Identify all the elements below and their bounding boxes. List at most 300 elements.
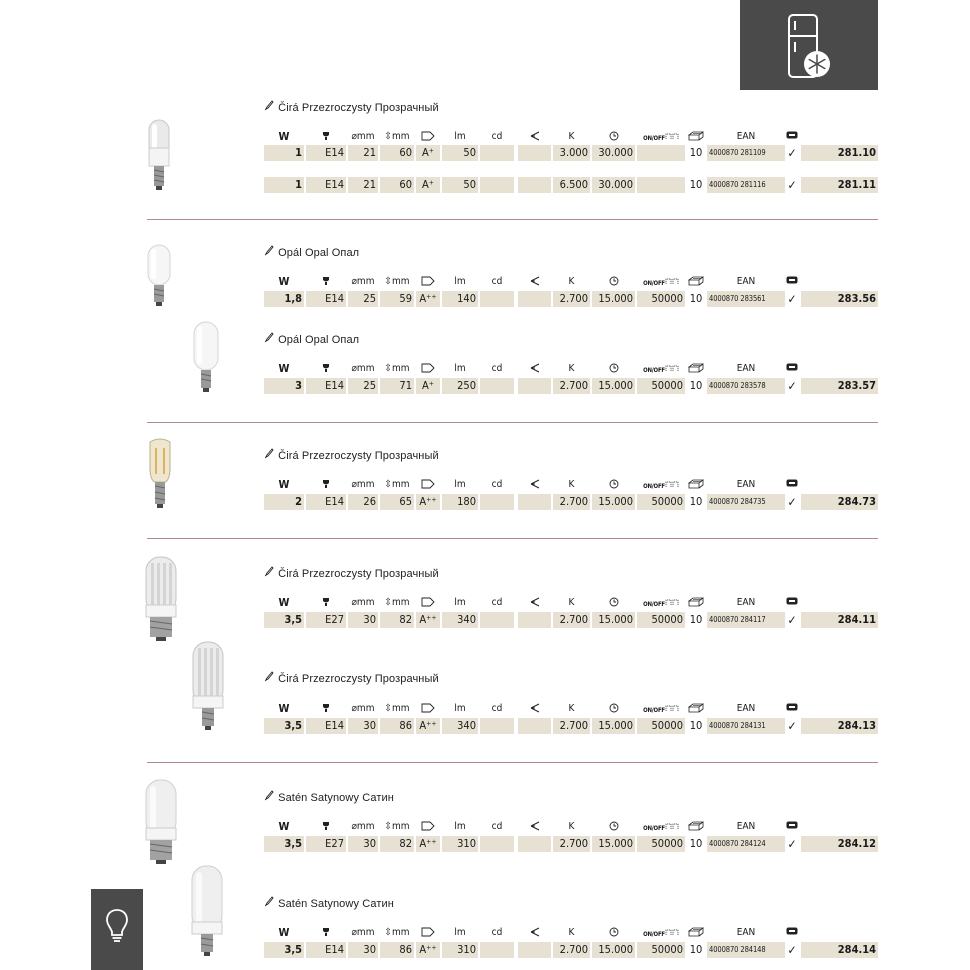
cell-w: 3,5: [264, 942, 304, 958]
section-title-text: Čirá Przezroczysty Прозрачный: [278, 673, 439, 685]
col-header-length: ⇳mm: [384, 363, 410, 374]
col-header-length: ⇳mm: [384, 479, 410, 490]
cell-energy: A⁺⁺: [416, 291, 440, 307]
col-header-candela: cd: [491, 479, 503, 490]
col-header-kelvin: K: [568, 927, 575, 938]
cell-lm: 310: [442, 942, 478, 958]
socket-icon: [306, 597, 346, 611]
cell-onoff: 50000: [637, 291, 685, 307]
cell-k: 2.700: [553, 942, 590, 958]
clock-icon: [592, 276, 635, 290]
cell-qty: 10: [689, 837, 703, 850]
col-header-length: ⇳mm: [384, 821, 410, 832]
col-header-kelvin: K: [568, 821, 575, 832]
table-row: [264, 612, 878, 628]
table-row: [264, 378, 878, 394]
cell-dia: 30: [348, 942, 378, 958]
cell-w: 3,5: [264, 612, 304, 628]
cell-w: 1: [264, 177, 304, 193]
col-header-ean: EAN: [736, 276, 756, 287]
energy-label-icon: [416, 363, 440, 377]
onoff-label: ON/OFF: [643, 367, 665, 374]
socket-icon: [306, 703, 346, 717]
cell-angle: [518, 494, 551, 510]
section-title-text: Satén Satynowy Сатин: [278, 792, 394, 804]
pen-icon: [264, 671, 274, 682]
col-header-diameter: ⌀mm: [351, 703, 375, 714]
cell-len: 65: [380, 494, 414, 510]
cell-angle: [518, 177, 551, 193]
fridge-icon: [785, 12, 833, 80]
socket-icon: [306, 131, 346, 145]
onoff-label: ON/OFF: [643, 280, 665, 287]
pen-icon: [264, 448, 274, 459]
col-header-kelvin: K: [568, 597, 575, 608]
socket-icon: [306, 821, 346, 835]
col-header-watt: W: [278, 702, 290, 715]
cell-dia: 21: [348, 145, 378, 161]
energy-label-icon: [416, 927, 440, 941]
dimmable-icon: [785, 597, 799, 609]
onoff-label: ON/OFF: [643, 135, 665, 142]
cell-code: 284.73: [801, 494, 878, 510]
col-header-candela: cd: [491, 363, 503, 374]
cell-len: 59: [380, 291, 414, 307]
cell-life: 15.000: [592, 291, 635, 307]
lamp-category-box: [91, 889, 143, 970]
bulb-filament-image: [145, 436, 175, 510]
col-header-ean: EAN: [736, 131, 756, 142]
dimmable-icon: [785, 927, 799, 939]
col-header-candela: cd: [491, 703, 503, 714]
cell-len: 60: [380, 177, 414, 193]
col-header-ean: EAN: [736, 927, 756, 938]
cell-code: 283.57: [801, 378, 878, 394]
cell-cd: [480, 177, 514, 193]
cell-dia: 25: [348, 378, 378, 394]
col-header-ean: EAN: [736, 363, 756, 374]
cell-energy: A⁺⁺: [416, 942, 440, 958]
col-header-watt: W: [278, 362, 290, 375]
table-row: [264, 836, 878, 852]
cell-base: E14: [306, 494, 346, 510]
cell-dia: 30: [348, 836, 378, 852]
section-title-text: Satén Satynowy Сатин: [278, 898, 394, 910]
cell-base: E14: [306, 177, 346, 193]
bulb-led-clear-e14-image: [190, 640, 226, 732]
col-header-candela: cd: [491, 597, 503, 608]
cell-base: E27: [306, 836, 346, 852]
cell-ean: 4000870 284131: [707, 718, 785, 734]
cell-w: 3,5: [264, 718, 304, 734]
cell-code: 284.14: [801, 942, 878, 958]
cell-w: 3,5: [264, 836, 304, 852]
switching-cycles-icon: [637, 363, 685, 377]
socket-icon: [306, 363, 346, 377]
cell-life: 15.000: [592, 378, 635, 394]
col-header-lumen: lm: [454, 276, 466, 287]
table-row: [264, 942, 878, 958]
cell-len: 86: [380, 942, 414, 958]
col-header-kelvin: K: [568, 131, 575, 142]
col-header-length: ⇳mm: [384, 131, 410, 142]
col-header-ean: EAN: [736, 821, 756, 832]
cell-ean: 4000870 284148: [707, 942, 785, 958]
clock-icon: [592, 597, 635, 611]
cell-check: ✓: [787, 178, 797, 192]
cell-angle: [518, 612, 551, 628]
col-header-lumen: lm: [454, 821, 466, 832]
cell-lm: 310: [442, 836, 478, 852]
package-icon: [687, 597, 705, 611]
table-header: [264, 131, 878, 143]
switching-cycles-icon: [637, 927, 685, 941]
bulb-outline-icon: [104, 907, 130, 947]
package-icon: [687, 131, 705, 145]
section-title: [264, 332, 359, 346]
cell-life: 15.000: [592, 612, 635, 628]
clock-icon: [592, 131, 635, 145]
col-header-lumen: lm: [454, 131, 466, 142]
col-header-candela: cd: [491, 927, 503, 938]
cell-lm: 250: [442, 378, 478, 394]
col-header-length: ⇳mm: [384, 597, 410, 608]
table-header: [264, 363, 878, 375]
energy-label-icon: [416, 821, 440, 835]
cell-cd: [480, 718, 514, 734]
section-title-text: Čirá Przezroczysty Прозрачный: [278, 568, 439, 580]
table-header: [264, 821, 878, 833]
cell-cd: [480, 378, 514, 394]
cell-onoff: [637, 177, 685, 193]
cell-angle: [518, 145, 551, 161]
beam-angle-icon: [518, 131, 551, 145]
col-header-ean: EAN: [736, 597, 756, 608]
cell-k: 2.700: [553, 612, 590, 628]
col-header-candela: cd: [491, 821, 503, 832]
cell-energy: A⁺⁺: [416, 494, 440, 510]
package-icon: [687, 276, 705, 290]
cell-cd: [480, 494, 514, 510]
col-header-ean: EAN: [736, 703, 756, 714]
col-header-ean: EAN: [736, 479, 756, 490]
cell-k: 2.700: [553, 718, 590, 734]
col-header-lumen: lm: [454, 703, 466, 714]
cell-check: ✓: [787, 292, 797, 306]
col-header-kelvin: K: [568, 479, 575, 490]
section-title-text: Čirá Przezroczysty Прозрачный: [278, 102, 439, 114]
cell-base: E14: [306, 378, 346, 394]
cell-cd: [480, 291, 514, 307]
cell-ean: 4000870 283578: [707, 378, 785, 394]
table-row: [264, 145, 878, 161]
col-header-length: ⇳mm: [384, 703, 410, 714]
cell-w: 1: [264, 145, 304, 161]
cell-base: E14: [306, 291, 346, 307]
cell-onoff: 50000: [637, 612, 685, 628]
cell-cd: [480, 145, 514, 161]
col-header-diameter: ⌀mm: [351, 479, 375, 490]
col-header-diameter: ⌀mm: [351, 821, 375, 832]
cell-cd: [480, 836, 514, 852]
cell-qty: 10: [689, 379, 703, 392]
bulb-opal-medium-image: [192, 320, 220, 394]
pen-icon: [264, 790, 274, 801]
cell-len: 86: [380, 718, 414, 734]
cell-qty: 10: [689, 146, 703, 159]
switching-cycles-icon: [637, 597, 685, 611]
col-header-diameter: ⌀mm: [351, 276, 375, 287]
cell-angle: [518, 291, 551, 307]
col-header-kelvin: K: [568, 276, 575, 287]
cell-dia: 30: [348, 718, 378, 734]
cell-code: 284.12: [801, 836, 878, 852]
section-title-text: Čirá Przezroczysty Прозрачный: [278, 450, 439, 462]
cell-w: 1,8: [264, 291, 304, 307]
section-title: [264, 100, 439, 114]
bulb-opal-small-image: [145, 243, 173, 307]
section-title: [264, 245, 359, 259]
cell-base: E14: [306, 718, 346, 734]
cell-ean: 4000870 281116: [707, 177, 785, 193]
cell-angle: [518, 942, 551, 958]
section-title: [264, 448, 439, 462]
col-header-kelvin: K: [568, 703, 575, 714]
energy-label-icon: [416, 276, 440, 290]
cell-qty: 10: [689, 613, 703, 626]
cell-code: 284.13: [801, 718, 878, 734]
beam-angle-icon: [518, 479, 551, 493]
cell-onoff: 50000: [637, 836, 685, 852]
clock-icon: [592, 703, 635, 717]
col-header-candela: cd: [491, 131, 503, 142]
pen-icon: [264, 332, 274, 343]
bulb-satin-e27-image: [143, 778, 179, 868]
table-header: [264, 479, 878, 491]
clock-icon: [592, 479, 635, 493]
cell-ean: 4000870 283561: [707, 291, 785, 307]
dimmable-icon: [785, 276, 799, 288]
socket-icon: [306, 479, 346, 493]
cell-dia: 30: [348, 612, 378, 628]
cell-w: 2: [264, 494, 304, 510]
cell-energy: A⁺⁺: [416, 836, 440, 852]
cell-qty: 10: [689, 178, 703, 191]
beam-angle-icon: [518, 597, 551, 611]
cell-len: 60: [380, 145, 414, 161]
cell-len: 82: [380, 836, 414, 852]
cell-w: 3: [264, 378, 304, 394]
energy-label-icon: [416, 479, 440, 493]
clock-icon: [592, 363, 635, 377]
switching-cycles-icon: [637, 479, 685, 493]
socket-icon: [306, 927, 346, 941]
dimmable-icon: [785, 821, 799, 833]
cell-onoff: 50000: [637, 718, 685, 734]
table-row: [264, 177, 878, 193]
onoff-label: ON/OFF: [643, 825, 665, 832]
cell-check: ✓: [787, 837, 797, 851]
cell-base: E14: [306, 145, 346, 161]
beam-angle-icon: [518, 703, 551, 717]
cell-len: 82: [380, 612, 414, 628]
onoff-label: ON/OFF: [643, 931, 665, 938]
bulb-clear-small-image: [146, 118, 172, 192]
cell-life: 30.000: [592, 177, 635, 193]
col-header-watt: W: [278, 130, 290, 143]
cell-dia: 21: [348, 177, 378, 193]
package-icon: [687, 927, 705, 941]
beam-angle-icon: [518, 276, 551, 290]
section-title-text: Opál Opal Опал: [278, 247, 360, 259]
fridge-category-box: [740, 0, 878, 90]
cell-code: 283.56: [801, 291, 878, 307]
cell-code: 281.11: [801, 177, 878, 193]
cell-energy: A⁺⁺: [416, 612, 440, 628]
energy-label-icon: [416, 131, 440, 145]
cell-ean: 4000870 284124: [707, 836, 785, 852]
col-header-watt: W: [278, 478, 290, 491]
cell-angle: [518, 378, 551, 394]
cell-code: 281.10: [801, 145, 878, 161]
section-divider: [147, 538, 878, 539]
cell-k: 2.700: [553, 378, 590, 394]
col-header-watt: W: [278, 275, 290, 288]
pen-icon: [264, 100, 274, 111]
cell-life: 15.000: [592, 942, 635, 958]
cell-life: 15.000: [592, 494, 635, 510]
onoff-label: ON/OFF: [643, 601, 665, 608]
energy-label-icon: [416, 597, 440, 611]
col-header-diameter: ⌀mm: [351, 927, 375, 938]
cell-len: 71: [380, 378, 414, 394]
cell-onoff: 50000: [637, 494, 685, 510]
cell-check: ✓: [787, 613, 797, 627]
cell-qty: 10: [689, 292, 703, 305]
cell-energy: A⁺: [416, 177, 440, 193]
col-header-lumen: lm: [454, 597, 466, 608]
table-header: [264, 927, 878, 939]
section-title: [264, 671, 439, 685]
dimmable-icon: [785, 363, 799, 375]
table-row: [264, 291, 878, 307]
section-divider: [147, 762, 878, 763]
energy-label-icon: [416, 703, 440, 717]
cell-k: 2.700: [553, 836, 590, 852]
cell-check: ✓: [787, 146, 797, 160]
col-header-lumen: lm: [454, 927, 466, 938]
cell-qty: 10: [689, 495, 703, 508]
cell-onoff: [637, 145, 685, 161]
col-header-diameter: ⌀mm: [351, 363, 375, 374]
cell-k: 2.700: [553, 291, 590, 307]
cell-ean: 4000870 281109: [707, 145, 785, 161]
cell-onoff: 50000: [637, 378, 685, 394]
cell-cd: [480, 942, 514, 958]
cell-check: ✓: [787, 719, 797, 733]
table-header: [264, 276, 878, 288]
col-header-diameter: ⌀mm: [351, 131, 375, 142]
switching-cycles-icon: [637, 703, 685, 717]
table-header: [264, 703, 878, 715]
dimmable-icon: [785, 703, 799, 715]
clock-icon: [592, 927, 635, 941]
cell-lm: 50: [442, 145, 478, 161]
cell-k: 2.700: [553, 494, 590, 510]
cell-base: E14: [306, 942, 346, 958]
cell-ean: 4000870 284735: [707, 494, 785, 510]
cell-check: ✓: [787, 495, 797, 509]
col-header-diameter: ⌀mm: [351, 597, 375, 608]
cell-energy: A⁺: [416, 145, 440, 161]
package-icon: [687, 479, 705, 493]
dimmable-icon: [785, 479, 799, 491]
onoff-label: ON/OFF: [643, 483, 665, 490]
col-header-watt: W: [278, 820, 290, 833]
package-icon: [687, 821, 705, 835]
beam-angle-icon: [518, 363, 551, 377]
switching-cycles-icon: [637, 821, 685, 835]
cell-qty: 10: [689, 719, 703, 732]
bulb-satin-e14-image: [188, 864, 226, 960]
cell-qty: 10: [689, 943, 703, 956]
col-header-kelvin: K: [568, 363, 575, 374]
cell-lm: 340: [442, 612, 478, 628]
socket-icon: [306, 276, 346, 290]
cell-lm: 50: [442, 177, 478, 193]
switching-cycles-icon: [637, 276, 685, 290]
cell-onoff: 50000: [637, 942, 685, 958]
cell-cd: [480, 612, 514, 628]
cell-energy: A⁺: [416, 378, 440, 394]
col-header-watt: W: [278, 596, 290, 609]
cell-base: E27: [306, 612, 346, 628]
cell-dia: 26: [348, 494, 378, 510]
cell-check: ✓: [787, 943, 797, 957]
cell-check: ✓: [787, 379, 797, 393]
col-header-lumen: lm: [454, 479, 466, 490]
cell-life: 30.000: [592, 145, 635, 161]
pen-icon: [264, 896, 274, 907]
clock-icon: [592, 821, 635, 835]
dimmable-icon: [785, 131, 799, 143]
cell-life: 15.000: [592, 836, 635, 852]
cell-angle: [518, 718, 551, 734]
switching-cycles-icon: [637, 131, 685, 145]
cell-dia: 25: [348, 291, 378, 307]
package-icon: [687, 703, 705, 717]
section-divider: [147, 422, 878, 423]
onoff-label: ON/OFF: [643, 707, 665, 714]
cell-angle: [518, 836, 551, 852]
cell-k: 3.000: [553, 145, 590, 161]
section-title: [264, 566, 439, 580]
cell-ean: 4000870 284117: [707, 612, 785, 628]
beam-angle-icon: [518, 821, 551, 835]
section-title: [264, 790, 394, 804]
pen-icon: [264, 566, 274, 577]
col-header-candela: cd: [491, 276, 503, 287]
cell-lm: 340: [442, 718, 478, 734]
col-header-length: ⇳mm: [384, 276, 410, 287]
bulb-led-clear-e27-image: [143, 555, 179, 643]
package-icon: [687, 363, 705, 377]
cell-lm: 140: [442, 291, 478, 307]
cell-life: 15.000: [592, 718, 635, 734]
cell-k: 6.500: [553, 177, 590, 193]
table-row: [264, 494, 878, 510]
cell-lm: 180: [442, 494, 478, 510]
